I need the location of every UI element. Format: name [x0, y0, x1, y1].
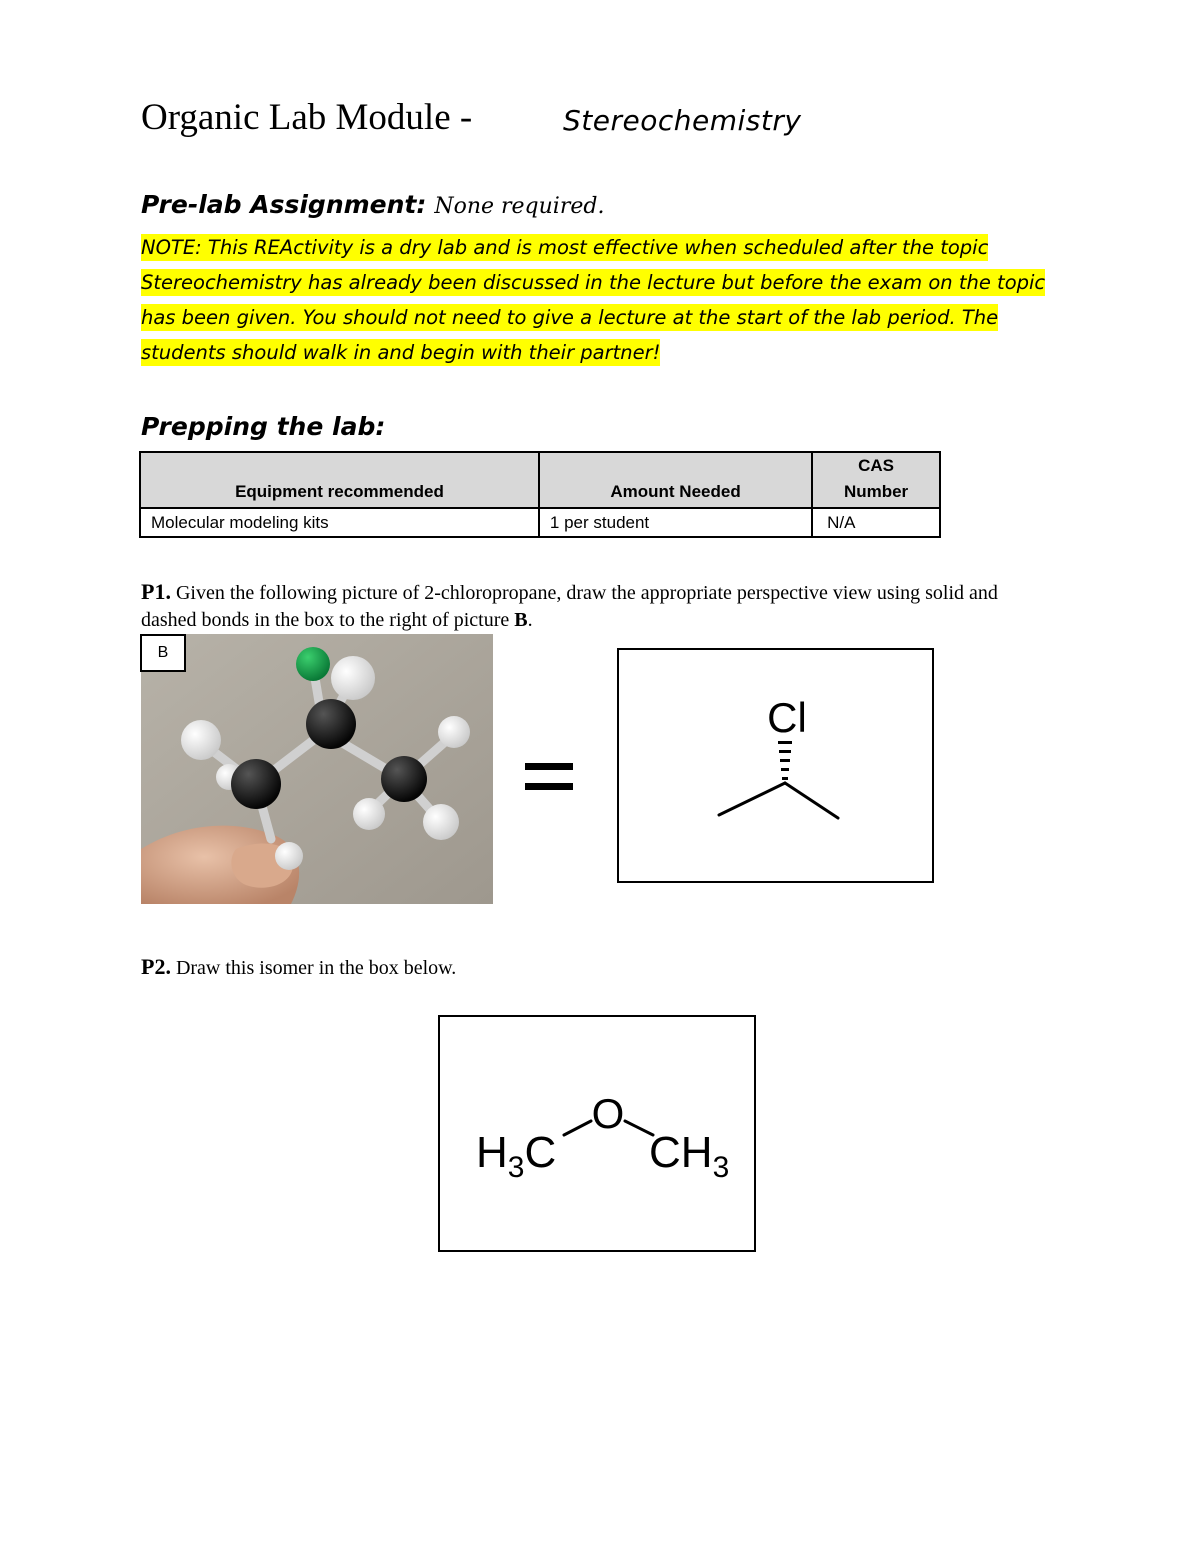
p1-end: . — [527, 609, 533, 631]
prelab-value: None required. — [434, 194, 605, 219]
note-text: NOTE: This REActivity is a dry lab and is most effective when scheduled after the topic Stereochemistry has already been discussed in the lecture but before the exam on the topic has been given. You should not need to give a lecture at the start of the lab period. The students should walk in and begin with their partner! — [141, 236, 1046, 364]
prep-heading: Prepping the lab: — [141, 412, 386, 441]
prelab-line — [141, 190, 604, 219]
table-header-row — [140, 452, 940, 508]
header-amount: Amount Needed — [539, 452, 812, 508]
p1-label: P1. — [141, 579, 171, 604]
photo-label-b: B — [140, 634, 186, 672]
oxygen-label: O — [591, 1090, 625, 1137]
page-title: Organic Lab Module - — [141, 97, 473, 138]
p1-ref: B — [514, 609, 528, 631]
p2-text: Draw this isomer in the box below. — [175, 957, 457, 979]
cell-equipment: Molecular modeling kits — [140, 508, 539, 537]
header-cas-text: CAS Number — [843, 456, 909, 501]
prelab-heading: Pre-lab Assignment: — [141, 190, 427, 219]
p2-label: P2. — [141, 954, 171, 979]
table-row — [140, 508, 940, 537]
page-subtitle: Stereochemistry — [563, 104, 802, 137]
carbon-skeleton — [719, 783, 838, 818]
cell-cas: N/A — [812, 508, 940, 537]
chlorine-label: Cl — [767, 694, 807, 741]
dashed-bond — [778, 741, 792, 780]
methyl-right: $CH_3$ — [649, 1128, 730, 1184]
p1-answer-box — [617, 648, 934, 883]
molecule-photo — [141, 634, 493, 904]
note-paragraph — [141, 230, 1061, 370]
equals-sign — [525, 763, 573, 791]
p2-question — [141, 954, 456, 980]
header-cas — [812, 452, 940, 508]
p1-text: Given the following picture of 2-chloropropane, draw the appropriate perspective view using solid and dashed bonds in the box to the right of picture — [141, 582, 998, 631]
p2-molecule-box — [438, 1015, 756, 1252]
methyl-left: $H_3C$ — [476, 1128, 557, 1184]
cell-amount: 1 per student — [539, 508, 812, 537]
equipment-table — [139, 451, 941, 538]
p1-question — [141, 578, 1041, 634]
header-equipment: Equipment recommended — [140, 452, 539, 508]
